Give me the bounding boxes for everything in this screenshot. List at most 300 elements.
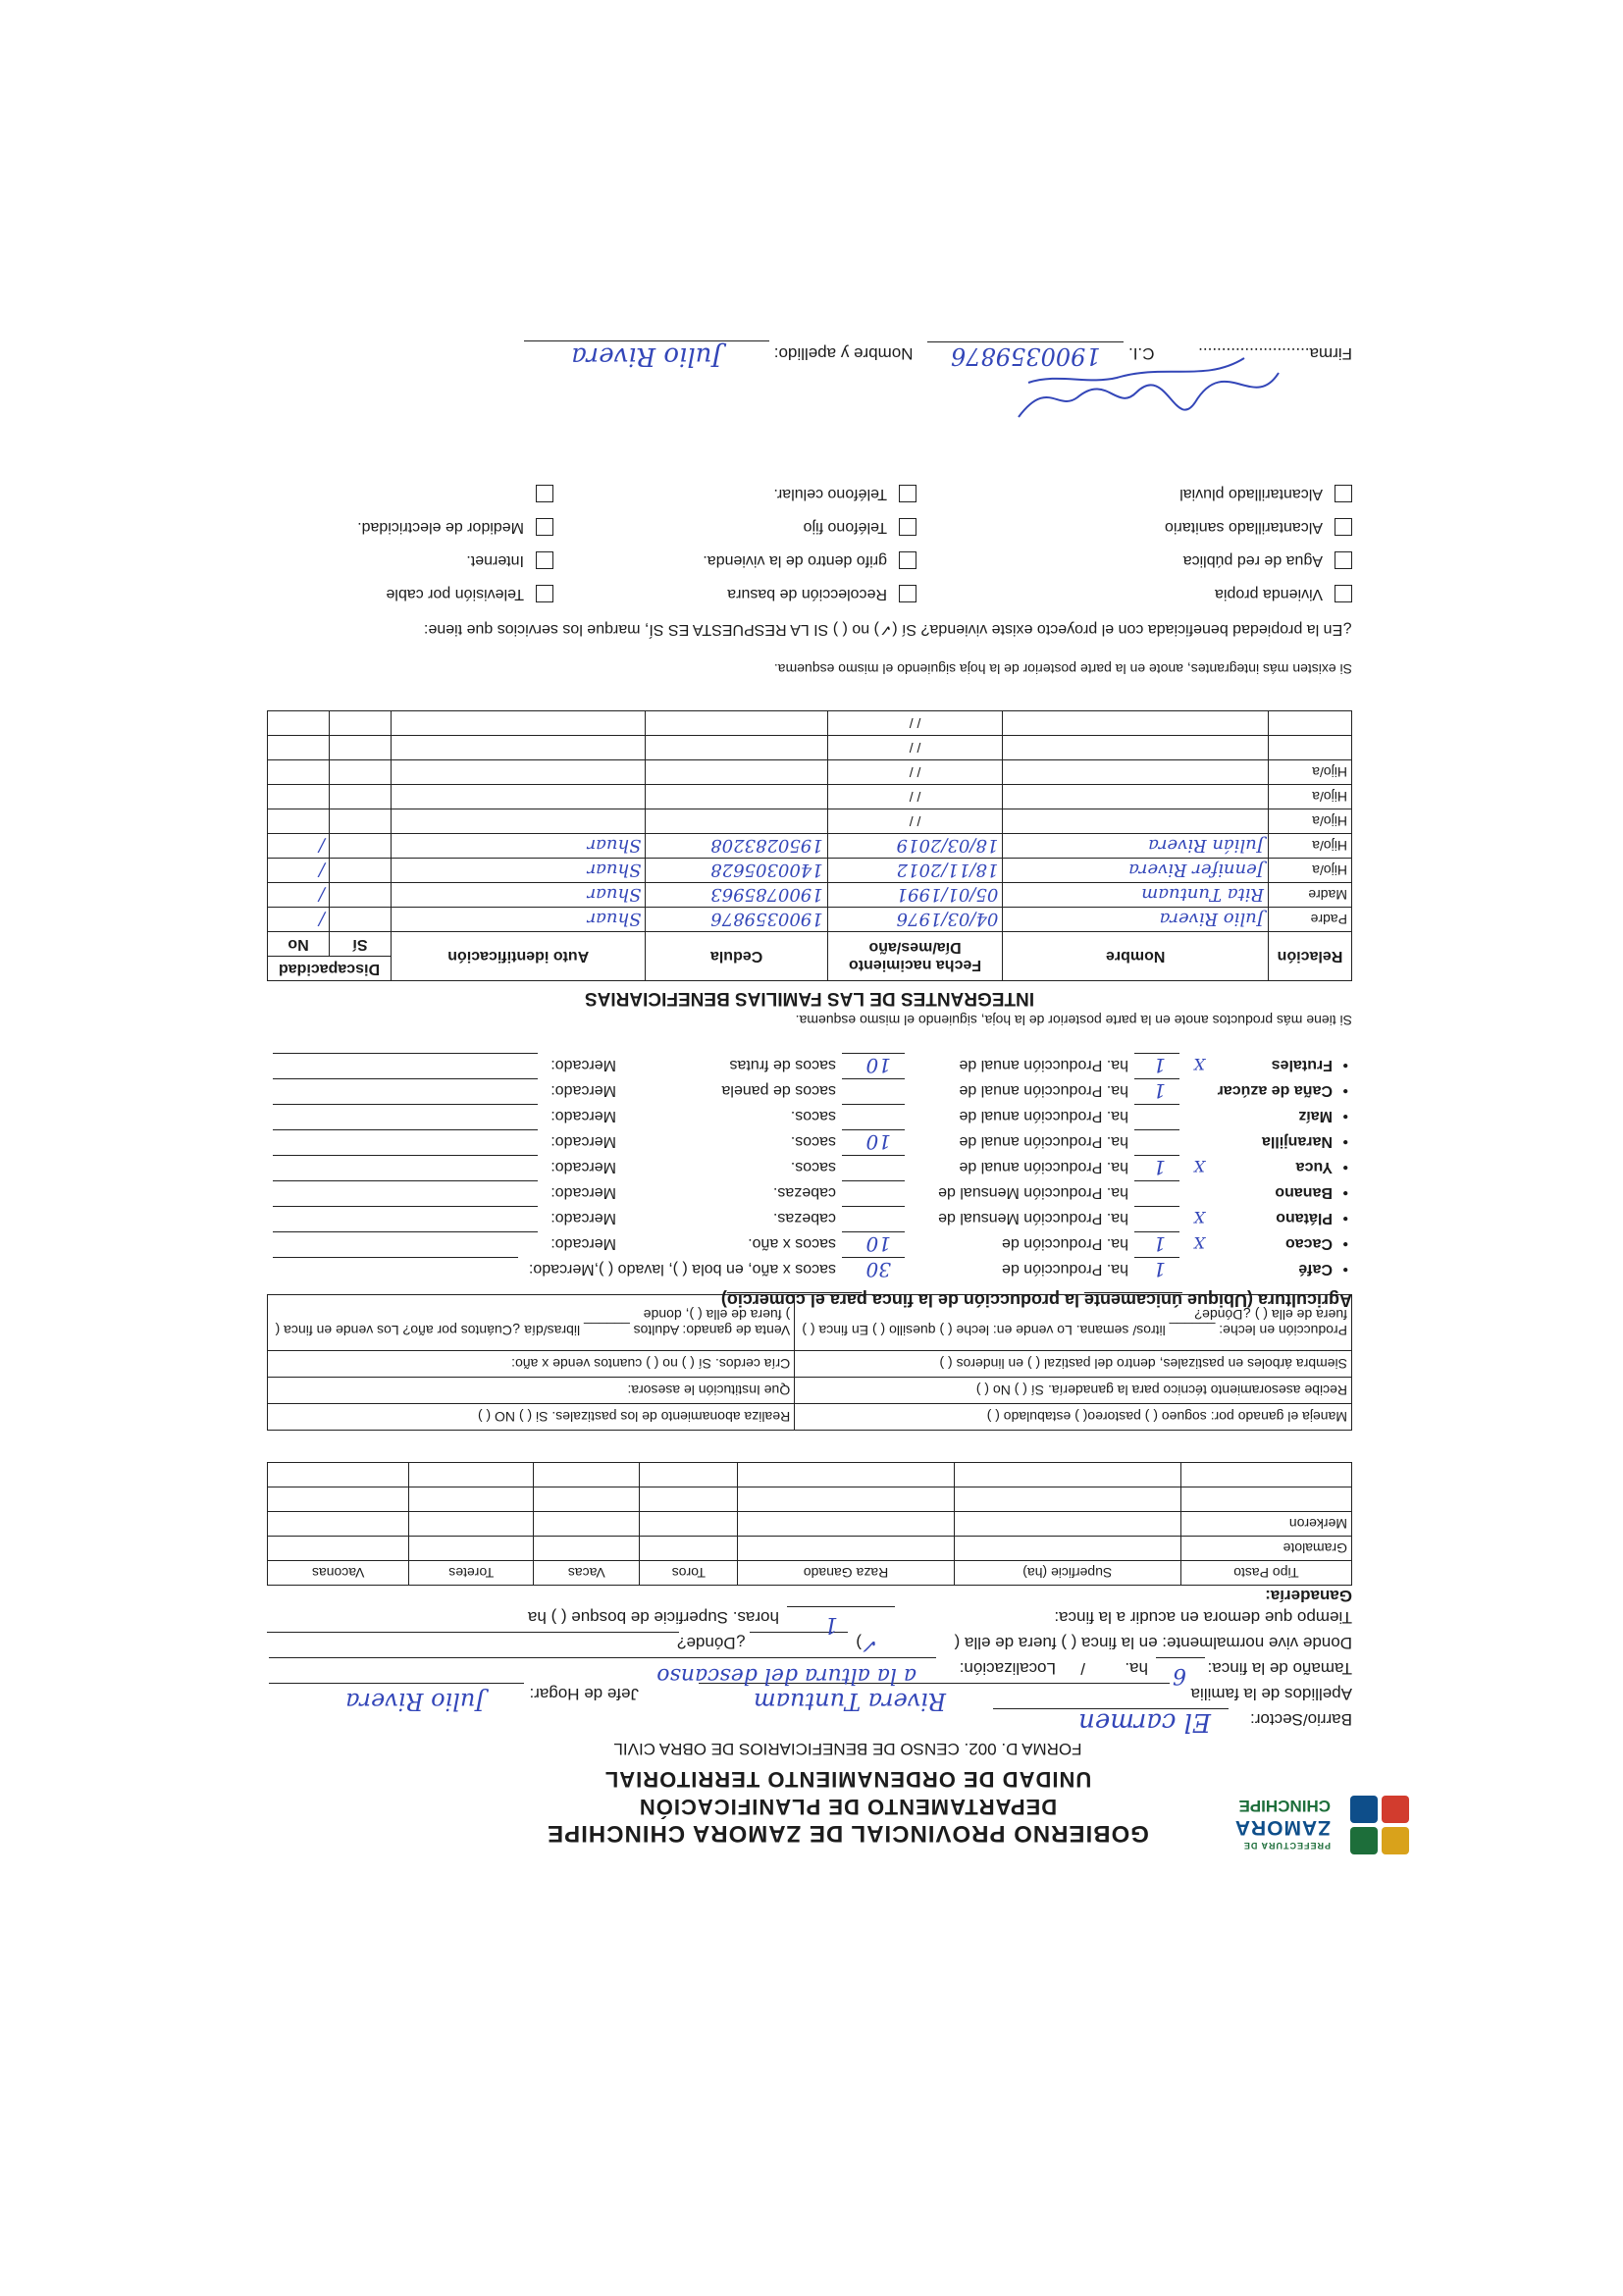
col-toros: Toros [640, 1561, 738, 1586]
value-underline [842, 1053, 905, 1054]
loc-underline [269, 1657, 936, 1658]
crop-row [267, 1225, 1352, 1256]
col-auto: Auto identificación [392, 932, 646, 981]
service-label: Teléfono celular. [773, 485, 887, 502]
ha-underline [1134, 1155, 1179, 1156]
relacion-cell [1269, 711, 1352, 736]
checkbox[interactable] [1335, 551, 1352, 569]
ci-value[interactable]: 1900359876 [927, 341, 1124, 370]
crop-desc: ha. Producción anual de [959, 1108, 1128, 1124]
cell[interactable] [534, 1537, 640, 1561]
barrio-underline [993, 1708, 1229, 1709]
logo-tile [1382, 1796, 1409, 1823]
cell[interactable] [534, 1487, 640, 1512]
barrio-value[interactable]: El carmen [1078, 1707, 1211, 1737]
cell[interactable] [954, 1537, 1180, 1561]
value-underline [842, 1180, 905, 1181]
crop-value[interactable]: 10 [865, 1232, 891, 1256]
nombre-cell[interactable]: Rita Tuntuam [1003, 883, 1269, 908]
crop-mark[interactable]: X [1193, 1233, 1205, 1252]
crop-row [267, 1148, 1352, 1179]
crop-row [267, 1174, 1352, 1201]
crop-name: Yuca [1295, 1159, 1333, 1175]
bullet: • [1342, 1184, 1348, 1201]
nombre-cell[interactable]: Julio Rivera [1003, 908, 1269, 932]
crop-ha[interactable]: 1 [1153, 1156, 1166, 1179]
bullet: • [1342, 1057, 1348, 1073]
tiempo-label: Tiempo que demora en acudir a la finca: [1054, 1608, 1352, 1627]
checkbox[interactable] [1335, 485, 1352, 502]
loc-label: Localización: [959, 1659, 1056, 1678]
ha-underline [1134, 1053, 1179, 1054]
apellidos-label: Apellidos de la familia [1190, 1685, 1352, 1703]
crop-row [267, 1046, 1352, 1077]
cell[interactable] [409, 1463, 534, 1487]
relacion-cell [1269, 736, 1352, 760]
crop-name: Plátano [1276, 1210, 1333, 1226]
crop-unit: cabezas. [772, 1184, 836, 1201]
crop-mark[interactable]: X [1193, 1157, 1205, 1175]
nombre-cell[interactable] [1003, 760, 1269, 785]
auto-id-cell[interactable]: Shuar [392, 908, 646, 932]
fecha-cell[interactable]: / / [827, 736, 1003, 760]
integrantes-title: INTEGRANTES DE LAS FAMILIAS BENEFICIARIAS [584, 988, 1035, 1009]
loc-value[interactable]: a la altura del descanso [656, 1663, 916, 1688]
disc-si-cell[interactable] [330, 760, 392, 785]
jefe-underline [269, 1683, 524, 1684]
relacion-cell: Padre [1269, 908, 1352, 932]
checkbox[interactable] [536, 551, 553, 569]
service-item[interactable] [524, 485, 553, 502]
nombre-cell[interactable]: Julián Rivera [1003, 834, 1269, 859]
auto-id-cell[interactable] [392, 785, 646, 809]
nombre-value[interactable]: Julio Rivera [524, 340, 769, 371]
firma-dots: ........................ [1198, 344, 1310, 363]
checkbox[interactable] [899, 585, 916, 602]
firma-line [524, 340, 1352, 371]
abonamiento[interactable]: Realiza abonamiento de los pastizales. Si ( ) NO ( ) [268, 1404, 795, 1431]
service-item[interactable] [1183, 551, 1352, 569]
service-item[interactable] [466, 551, 553, 569]
logo-line2: ZAMORA [1233, 1816, 1331, 1839]
disc-si-cell[interactable] [330, 908, 392, 932]
logo-tile [1350, 1827, 1378, 1854]
crop-market: Mercado: [550, 1235, 616, 1252]
cell[interactable] [640, 1487, 738, 1512]
crop-market: Mercado: [550, 1108, 616, 1124]
auto-id-cell[interactable]: Shuar [392, 834, 646, 859]
checkbox[interactable] [899, 485, 916, 502]
fecha-cell[interactable]: 05/01/1991 [827, 883, 1003, 908]
col-fecha: Fecha nacimiento Día/mes/año [827, 932, 1003, 981]
disc-si-cell[interactable] [330, 736, 392, 760]
disc-no-cell[interactable] [268, 760, 330, 785]
crop-row [267, 1199, 1352, 1226]
col-vacas: Vacas [534, 1561, 640, 1586]
cell[interactable] [268, 1537, 409, 1561]
service-item[interactable] [386, 585, 553, 602]
cell[interactable] [640, 1537, 738, 1561]
apellidos-value[interactable]: Rivera Tuntuam [753, 1688, 946, 1715]
ha-label: ha. [1125, 1659, 1148, 1678]
market-underline [273, 1053, 538, 1054]
crop-name: Maíz [1298, 1108, 1333, 1124]
nombre-cell[interactable] [1003, 785, 1269, 809]
value-underline [842, 1104, 905, 1105]
disc-no-cell[interactable] [268, 785, 330, 809]
tiempo-underline [787, 1606, 895, 1607]
cria-cerdos[interactable]: Cría cerdos. Sí ( ) no ( ) cuantos vende x año: [268, 1351, 795, 1378]
value-underline [842, 1231, 905, 1232]
bullet: • [1342, 1133, 1348, 1150]
service-label: Agua de red pública [1182, 551, 1323, 569]
cell[interactable] [954, 1512, 1180, 1537]
arboles-pastizales[interactable]: Siembra árboles en pastizales, dentro del pastizal ( ) en linderos ( ) [795, 1351, 1352, 1378]
cell[interactable] [534, 1463, 640, 1487]
cedula-cell[interactable]: 1950283208 [646, 834, 827, 859]
checkbox[interactable] [536, 518, 553, 536]
ha-underline [1134, 1104, 1179, 1105]
vive-close: ) [856, 1634, 862, 1652]
form-title: FORMA D. 002. CENSO DE BENEFICIARIOS DE OBRA CIVIL [613, 1740, 1082, 1758]
cedula-cell[interactable]: 1900359876 [646, 908, 827, 932]
service-item[interactable] [727, 585, 916, 602]
crop-name: Cacao [1284, 1235, 1333, 1252]
value-underline [842, 1129, 905, 1130]
crop-ha[interactable]: 1 [1153, 1079, 1166, 1103]
vive-label: Donde vive normalmente: en la finca ( ) fuera de ella ( [954, 1634, 1352, 1652]
checkbox[interactable] [1335, 518, 1352, 536]
service-item[interactable] [1165, 518, 1352, 536]
cell[interactable] [640, 1463, 738, 1487]
unit-title: UNIDAD DE ORDENAMIENTO TERRITORIAL [603, 1767, 1092, 1792]
crop-market: Mercado: [550, 1082, 616, 1099]
cedula-cell[interactable] [646, 809, 827, 834]
agri-title-pre: Agricultura (Ubique [1181, 1290, 1352, 1310]
ganaderia-title: Ganadería: [1265, 1587, 1352, 1605]
service-item[interactable] [1215, 585, 1352, 602]
service-label: Alcantarillado sanitario [1165, 518, 1323, 536]
org-title: GOBIERNO PROVINCIAL DE ZAMORA CHINCHIPE [547, 1820, 1149, 1847]
table-row [268, 859, 1352, 883]
asesoramiento[interactable]: Recibe asesoramiento técnico para la ganadería. Sí ( ) No ( ) [795, 1378, 1352, 1404]
tamano-value[interactable]: 6 [1173, 1663, 1186, 1688]
nombre-cell[interactable]: Jennifer Rivera [1003, 859, 1269, 883]
value-underline [842, 1078, 905, 1079]
auto-id-cell[interactable] [392, 711, 646, 736]
bullet: • [1342, 1210, 1348, 1226]
disc-no-cell[interactable]: / [268, 908, 330, 932]
col-tipo-pasto: Tipo Pasto [1180, 1561, 1351, 1586]
fecha-cell[interactable]: 18/03/2019 [827, 834, 1003, 859]
market-underline [273, 1155, 538, 1156]
tamano-underline [1156, 1657, 1205, 1658]
crop-mark[interactable]: X [1193, 1208, 1205, 1226]
tiempo-value[interactable]: 1 [824, 1612, 838, 1637]
table-row [268, 785, 1352, 809]
fecha-cell[interactable]: 18/11/2012 [827, 859, 1003, 883]
bullet: • [1342, 1235, 1348, 1252]
cedula-cell[interactable]: 1400305628 [646, 859, 827, 883]
agri-title-post: ) [720, 1290, 727, 1310]
relacion-cell: Hijo/a [1269, 834, 1352, 859]
agri-note: Si tiene más productos anote en la parte posterior de la hoja, siguiendo el mismo esquema. [795, 1013, 1352, 1028]
agri-title-u1: únicamente [1083, 1290, 1182, 1310]
service-item[interactable] [703, 551, 916, 569]
tamano-label: Tamaño de la finca: [1207, 1659, 1352, 1678]
crop-row [267, 1122, 1352, 1154]
disc-no-cell[interactable]: / [268, 859, 330, 883]
table-row [268, 1463, 1352, 1487]
crop-unit: sacos x año, en bola ( ), lavado ( ),Mercado: [528, 1261, 836, 1278]
logo-line1: PREFECTURA DE [1242, 1841, 1331, 1851]
cedula-cell[interactable] [646, 711, 827, 736]
crop-market: Mercado: [550, 1159, 616, 1175]
disc-si-cell[interactable] [330, 859, 392, 883]
disc-si-cell[interactable] [330, 834, 392, 859]
service-label: Internet. [466, 551, 524, 569]
cedula-cell[interactable] [646, 785, 827, 809]
crop-mark[interactable]: X [1193, 1055, 1205, 1073]
crop-row [267, 1071, 1352, 1103]
cell[interactable] [268, 1512, 409, 1537]
service-label: Televisión por cable [386, 585, 524, 602]
service-label: Recolección de basura [727, 585, 887, 602]
crop-desc: ha. Producción anual de [959, 1133, 1128, 1150]
col-disc-si: Sí [330, 932, 392, 957]
cell[interactable] [409, 1537, 534, 1561]
cedula-cell[interactable] [646, 736, 827, 760]
pasto-cell [1180, 1487, 1351, 1512]
cell[interactable] [738, 1512, 954, 1537]
disc-no-cell[interactable] [268, 711, 330, 736]
col-toretes: Toretes [409, 1561, 534, 1586]
ha-underline [1134, 1180, 1179, 1181]
crop-unit: sacos x año. [748, 1235, 836, 1252]
tiempo-tail: horas. Superficie de bosque ( ) ha [527, 1608, 779, 1627]
service-label: Vivienda propia [1214, 585, 1323, 602]
crop-desc: ha. Producción anual de [959, 1159, 1128, 1175]
crop-value[interactable]: 10 [865, 1130, 891, 1154]
col-vaconas: Vaconas [268, 1561, 409, 1586]
firma-label: Firma [1309, 344, 1352, 363]
vivienda-question: ¿En la propiedad beneficiada con el proyecto existe vivienda? Sí (✓) no ( ) SI LA RESPUESTA ES SÍ, marque los servicios que tiene: [423, 621, 1352, 638]
market-underline [273, 1180, 538, 1181]
table-row [268, 1487, 1352, 1512]
venta-ganado[interactable]: Venta de ganado: Adultos ______ libras/día ¿Cuántos por año? Los vende en finca ( ) fuera de ella ( ), donde [268, 1295, 795, 1351]
service-item[interactable] [804, 518, 916, 536]
crop-desc: ha. Producción Mensual de [938, 1184, 1128, 1201]
disc-si-cell[interactable] [330, 711, 392, 736]
market-underline [273, 1206, 538, 1207]
manejo-ganado[interactable]: Maneja el ganado por: sogueo ( ) pastoreo( ) estabulado ( ) [795, 1404, 1352, 1431]
crop-ha[interactable]: 1 [1153, 1232, 1166, 1256]
nombre-cell[interactable] [1003, 736, 1269, 760]
crop-desc: ha. Producción anual de [959, 1082, 1128, 1099]
service-item[interactable] [773, 485, 916, 502]
table-row [268, 736, 1352, 760]
auto-id-cell[interactable]: Shuar [392, 859, 646, 883]
col-superficie: Superficie (ha) [954, 1561, 1180, 1586]
jefe-label: Jefe de Hogar: [529, 1685, 639, 1703]
pasto-cell: Merkeron [1180, 1512, 1351, 1537]
auto-id-cell[interactable] [392, 809, 646, 834]
loc-sep: / [1080, 1659, 1085, 1678]
table-row [268, 1537, 1352, 1561]
barrio-label: Barrio/Sector: [1250, 1710, 1352, 1729]
crop-ha[interactable]: 1 [1153, 1054, 1166, 1077]
crop-unit: sacos. [790, 1133, 836, 1150]
disc-no-cell[interactable]: / [268, 834, 330, 859]
disc-no-cell[interactable] [268, 736, 330, 760]
cell[interactable] [409, 1487, 534, 1512]
col-relacion: Relación [1269, 932, 1352, 981]
table-row [268, 908, 1352, 932]
checkbox[interactable] [899, 551, 916, 569]
nombre-label: Nombre y apellido: [773, 344, 914, 363]
produccion-leche[interactable]: Producción en leche: ______ litros/ semana. Lo vende en: leche ( ) quesillo ( ) En finca ( ) fuera de ella ( ) ¿Dónde? [795, 1295, 1352, 1351]
integrantes-table [267, 710, 1352, 981]
cell[interactable] [268, 1463, 409, 1487]
crop-name: Naranjilla [1261, 1133, 1333, 1150]
service-label: Teléfono fijo [803, 518, 887, 536]
crop-value[interactable]: 30 [865, 1258, 891, 1281]
nombre-cell[interactable] [1003, 809, 1269, 834]
institucion[interactable]: Que Institución le asesora: [268, 1378, 795, 1404]
dept-title: DEPARTAMENTO DE PLANIFICACIÓN [638, 1795, 1058, 1819]
jefe-value[interactable]: Julio Rivera [345, 1688, 485, 1715]
crop-ha[interactable]: 1 [1153, 1258, 1166, 1281]
col-discapacidad: Discapacidad [268, 957, 392, 981]
crop-desc: ha. Producción de [1002, 1261, 1128, 1278]
donde-label: ¿Dónde? [677, 1634, 746, 1652]
crop-desc: ha. Producción de [1002, 1235, 1128, 1252]
crop-unit: sacos. [790, 1108, 836, 1124]
cell[interactable] [738, 1463, 954, 1487]
fecha-cell[interactable]: / / [827, 711, 1003, 736]
crop-unit: sacos de panela [721, 1082, 836, 1099]
bullet: • [1342, 1159, 1348, 1175]
value-underline [842, 1257, 905, 1258]
service-item[interactable] [357, 518, 553, 536]
crop-row [267, 1250, 1352, 1281]
col-disc-no: No [268, 932, 330, 957]
nombre-cell[interactable] [1003, 711, 1269, 736]
cedula-cell[interactable] [646, 760, 827, 785]
ci-label: C.I. [1128, 344, 1155, 363]
crop-name: Caña de azúcar [1217, 1082, 1333, 1099]
auto-id-cell[interactable] [392, 736, 646, 760]
crop-market: Mercado: [550, 1133, 616, 1150]
value-underline [842, 1206, 905, 1207]
table-row [268, 1512, 1352, 1537]
crop-desc: ha. Producción Mensual de [938, 1210, 1128, 1226]
prefectura-logo [1213, 1786, 1409, 1854]
disc-no-cell[interactable]: / [268, 883, 330, 908]
ha-underline [1134, 1129, 1179, 1130]
cell[interactable] [640, 1512, 738, 1537]
service-label: grifo dentro de la vivienda. [703, 551, 887, 569]
cell[interactable] [268, 1487, 409, 1512]
relacion-cell: Hijo/a [1269, 809, 1352, 834]
crop-name: Banano [1275, 1184, 1333, 1201]
crop-row [267, 1097, 1352, 1124]
col-cedula: Cedula [646, 932, 827, 981]
market-underline [273, 1078, 538, 1079]
logo-tile [1350, 1796, 1378, 1823]
service-item[interactable] [1179, 485, 1352, 502]
integrantes-note: Si existen más integrantes, anote en la parte posterior de la hoja siguiendo el mismo esquema. [773, 661, 1352, 677]
cell[interactable] [954, 1463, 1180, 1487]
disc-si-cell[interactable] [330, 785, 392, 809]
checkbox[interactable] [536, 485, 553, 502]
crop-unit: sacos. [790, 1159, 836, 1175]
crop-unit: cabezas. [772, 1210, 836, 1226]
disc-si-cell[interactable] [330, 883, 392, 908]
market-underline [273, 1257, 518, 1258]
fecha-cell[interactable]: / / [827, 785, 1003, 809]
ganaderia-table [267, 1462, 1352, 1586]
bullet: • [1342, 1261, 1348, 1278]
ha-underline [1134, 1078, 1179, 1079]
crop-unit: sacos de frutas [729, 1057, 836, 1073]
disc-no-cell[interactable] [268, 809, 330, 834]
auto-id-cell[interactable] [392, 760, 646, 785]
bullet: • [1342, 1108, 1348, 1124]
fecha-cell[interactable]: 04/03/1976 [827, 908, 1003, 932]
cell[interactable] [534, 1512, 640, 1537]
crop-value[interactable]: 10 [865, 1054, 891, 1077]
checkbox[interactable] [536, 585, 553, 602]
fecha-cell[interactable]: / / [827, 809, 1003, 834]
pasto-cell [1180, 1463, 1351, 1487]
agricultura-title [721, 1289, 1352, 1310]
crop-market: Mercado: [550, 1057, 616, 1073]
relacion-cell: Hijo/a [1269, 859, 1352, 883]
agri-title-u2: para el comercio [726, 1290, 867, 1310]
table-row [268, 883, 1352, 908]
crop-name: Frutales [1271, 1057, 1333, 1073]
checkbox[interactable] [1335, 585, 1352, 602]
table-row [268, 760, 1352, 785]
disc-si-cell[interactable] [330, 809, 392, 834]
market-underline [273, 1129, 538, 1130]
ganado-management-table [267, 1294, 1352, 1431]
donde-underline [267, 1632, 679, 1633]
crop-name: Café [1298, 1261, 1333, 1278]
fecha-cell[interactable]: / / [827, 760, 1003, 785]
relacion-cell: Hijo/a [1269, 785, 1352, 809]
ha-underline [1134, 1231, 1179, 1232]
crop-market: Mercado: [550, 1184, 616, 1201]
logo-tile [1382, 1827, 1409, 1854]
cell[interactable] [954, 1487, 1180, 1512]
cell[interactable] [409, 1512, 534, 1537]
cell[interactable] [738, 1537, 954, 1561]
ha-underline [1134, 1257, 1179, 1258]
checkbox[interactable] [899, 518, 916, 536]
cedula-cell[interactable]: 1900785963 [646, 883, 827, 908]
vive-mark[interactable]: ✓ [863, 1635, 879, 1658]
market-underline [273, 1231, 538, 1232]
service-label: Medidor de electricidad. [357, 518, 524, 536]
crop-market: Mercado: [550, 1210, 616, 1226]
auto-id-cell[interactable]: Shuar [392, 883, 646, 908]
pasto-cell: Gramalote [1180, 1537, 1351, 1561]
cell[interactable] [738, 1487, 954, 1512]
service-label: Alcantarillado pluvial [1179, 485, 1323, 502]
relacion-cell: Madre [1269, 883, 1352, 908]
